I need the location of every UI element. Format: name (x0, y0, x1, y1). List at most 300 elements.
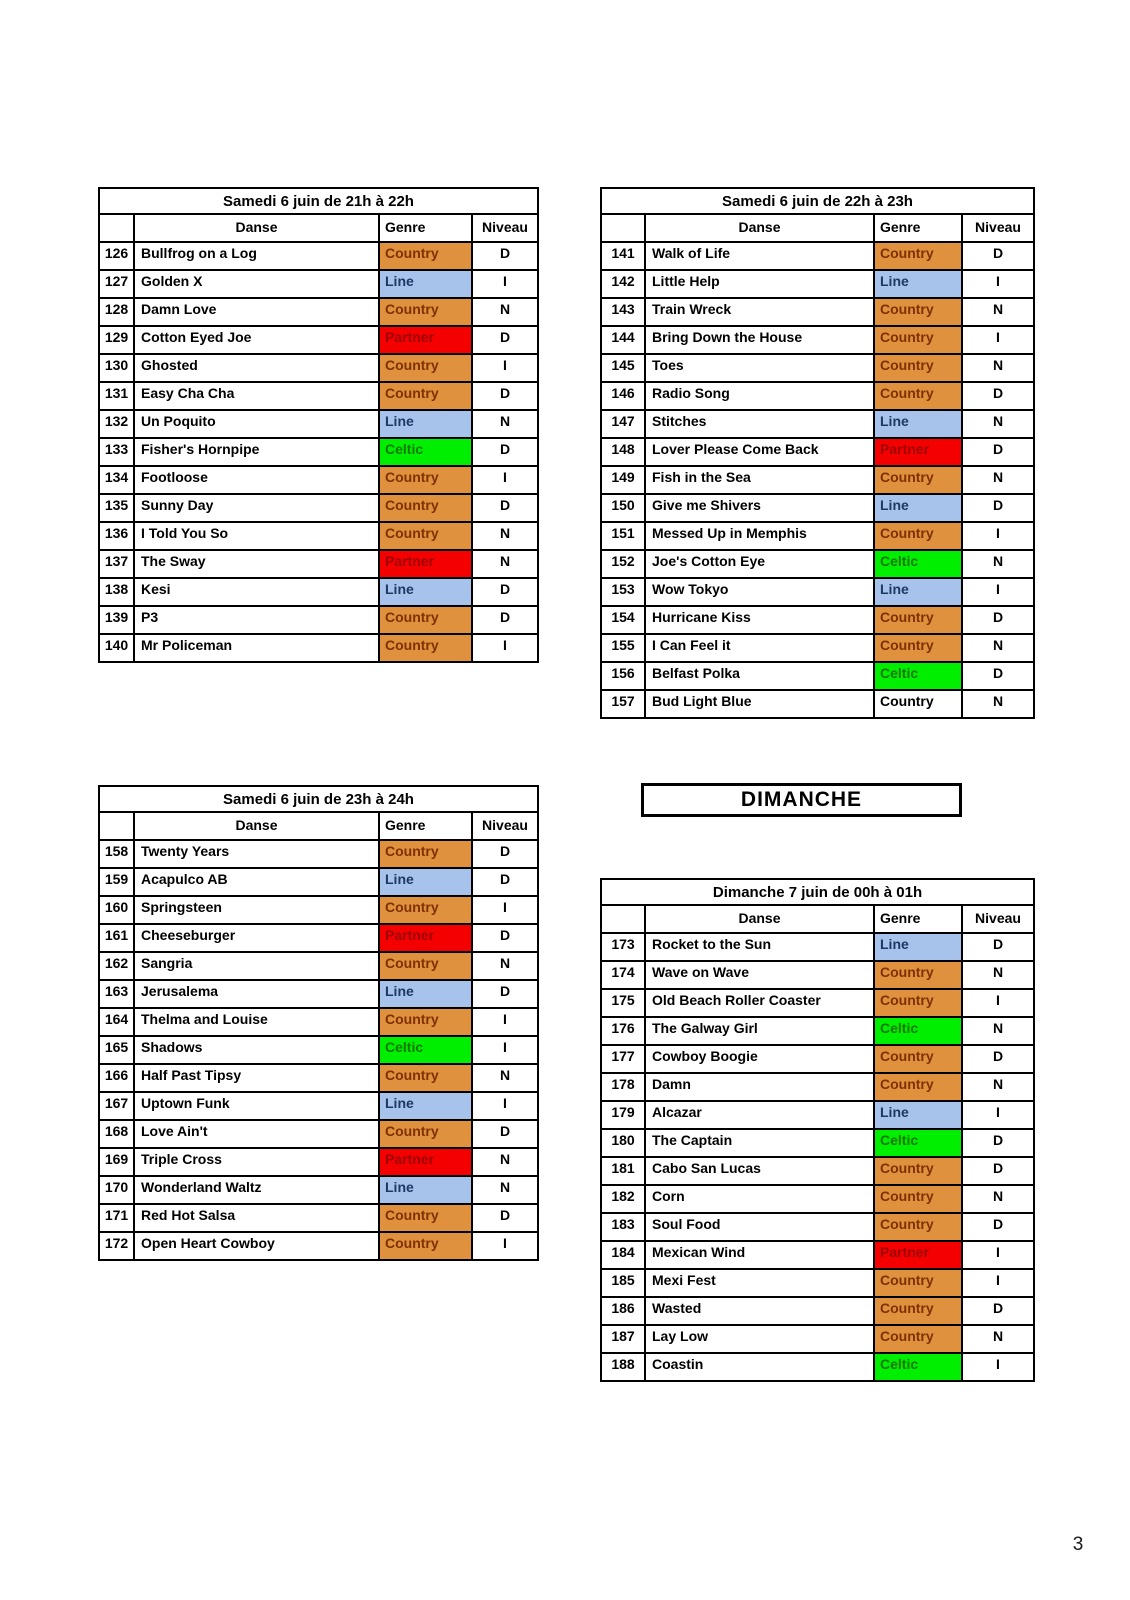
table-title-row (601, 879, 1034, 905)
genre-cell: Country (874, 242, 962, 270)
table-row (601, 242, 1034, 270)
table-row (601, 326, 1034, 354)
niveau-cell: N (962, 410, 1034, 438)
header-genre: Genre (874, 905, 962, 933)
genre-cell: Country (379, 896, 472, 924)
genre-cell: Country (379, 606, 472, 634)
niveau-cell: D (962, 1297, 1034, 1325)
danse-cell: Rocket to the Sun (645, 933, 874, 961)
danse-cell: Jerusalema (134, 980, 379, 1008)
danse-cell: Little Help (645, 270, 874, 298)
row-number-cell: 172 (99, 1232, 134, 1260)
table-row (99, 1008, 538, 1036)
table-row (601, 522, 1034, 550)
genre-cell: Country (874, 522, 962, 550)
row-number-cell: 146 (601, 382, 645, 410)
danse-cell: Fish in the Sea (645, 466, 874, 494)
danse-cell: Wave on Wave (645, 961, 874, 989)
genre-cell: Celtic (874, 1017, 962, 1045)
row-number-cell: 177 (601, 1045, 645, 1073)
table-row (601, 1045, 1034, 1073)
table-row (99, 952, 538, 980)
genre-cell: Country (379, 382, 472, 410)
header-blank (99, 812, 134, 840)
table-header-row (99, 812, 538, 840)
table-title-row (99, 188, 538, 214)
row-number-cell: 170 (99, 1176, 134, 1204)
row-number-cell: 140 (99, 634, 134, 662)
row-number-cell: 178 (601, 1073, 645, 1101)
genre-cell: Country (874, 606, 962, 634)
danse-cell: Wow Tokyo (645, 578, 874, 606)
row-number-cell: 162 (99, 952, 134, 980)
genre-cell: Country (379, 840, 472, 868)
genre-cell: Country (874, 1213, 962, 1241)
danse-cell: Damn Love (134, 298, 379, 326)
table-row (601, 1241, 1034, 1269)
table-row (601, 690, 1034, 718)
row-number-cell: 159 (99, 868, 134, 896)
table-row (601, 298, 1034, 326)
row-number-cell: 173 (601, 933, 645, 961)
niveau-cell: N (472, 1176, 538, 1204)
table-body (99, 840, 538, 1260)
danse-cell: Train Wreck (645, 298, 874, 326)
niveau-cell: N (962, 690, 1034, 718)
genre-cell: Country (874, 989, 962, 1017)
genre-cell: Line (874, 578, 962, 606)
table-title: Samedi 6 juin de 21h à 22h (99, 188, 538, 214)
table-row (601, 662, 1034, 690)
danse-cell: Kesi (134, 578, 379, 606)
row-number-cell: 132 (99, 410, 134, 438)
table-row (601, 270, 1034, 298)
danse-cell: Triple Cross (134, 1148, 379, 1176)
danse-cell: Cabo San Lucas (645, 1157, 874, 1185)
table-header-row (601, 905, 1034, 933)
genre-cell: Country (874, 1045, 962, 1073)
table-row (99, 980, 538, 1008)
niveau-cell: N (962, 1325, 1034, 1353)
danse-cell: Toes (645, 354, 874, 382)
genre-cell: Country (379, 952, 472, 980)
danse-cell: I Can Feel it (645, 634, 874, 662)
niveau-cell: I (962, 326, 1034, 354)
header-danse: Danse (134, 812, 379, 840)
danse-cell: Alcazar (645, 1101, 874, 1129)
row-number-cell: 180 (601, 1129, 645, 1157)
niveau-cell: I (962, 989, 1034, 1017)
table-title: Dimanche 7 juin de 00h à 01h (601, 879, 1034, 905)
genre-cell: Country (379, 522, 472, 550)
table-row (601, 354, 1034, 382)
table-row (99, 466, 538, 494)
danse-cell: Golden X (134, 270, 379, 298)
header-niveau: Niveau (962, 214, 1034, 242)
header-danse: Danse (645, 905, 874, 933)
row-number-cell: 128 (99, 298, 134, 326)
danse-cell: Wasted (645, 1297, 874, 1325)
row-number-cell: 183 (601, 1213, 645, 1241)
table-row (601, 989, 1034, 1017)
niveau-cell: I (962, 1353, 1034, 1381)
niveau-cell: I (472, 466, 538, 494)
niveau-cell: D (472, 840, 538, 868)
niveau-cell: I (472, 354, 538, 382)
genre-cell: Country (874, 382, 962, 410)
danse-cell: Give me Shivers (645, 494, 874, 522)
niveau-cell: D (472, 1204, 538, 1232)
row-number-cell: 130 (99, 354, 134, 382)
schedule-table-samedi-23h-24h (98, 785, 539, 1261)
table-body (601, 933, 1034, 1381)
schedule-table-dimanche-00h-01h (600, 878, 1035, 1382)
genre-cell: Partner (379, 1148, 472, 1176)
genre-cell: Country (379, 298, 472, 326)
table-row (99, 354, 538, 382)
genre-cell: Country (379, 466, 472, 494)
row-number-cell: 134 (99, 466, 134, 494)
danse-cell: Sunny Day (134, 494, 379, 522)
danse-cell: Cheeseburger (134, 924, 379, 952)
niveau-cell: D (962, 1129, 1034, 1157)
niveau-cell: I (472, 634, 538, 662)
danse-cell: Walk of Life (645, 242, 874, 270)
danse-cell: Lay Low (645, 1325, 874, 1353)
danse-cell: Mexican Wind (645, 1241, 874, 1269)
niveau-cell: D (472, 494, 538, 522)
niveau-cell: D (962, 242, 1034, 270)
dimanche-banner: DIMANCHE (641, 783, 962, 817)
genre-cell: Country (379, 1064, 472, 1092)
table-row (601, 1073, 1034, 1101)
genre-cell: Partner (379, 550, 472, 578)
danse-cell: Twenty Years (134, 840, 379, 868)
table-row (601, 578, 1034, 606)
table-body (601, 242, 1034, 718)
genre-cell: Country (379, 1232, 472, 1260)
row-number-cell: 156 (601, 662, 645, 690)
row-number-cell: 181 (601, 1157, 645, 1185)
genre-cell: Partner (874, 438, 962, 466)
niveau-cell: I (472, 1036, 538, 1064)
danse-cell: Corn (645, 1185, 874, 1213)
niveau-cell: D (962, 662, 1034, 690)
table-row (99, 522, 538, 550)
danse-cell: Cowboy Boogie (645, 1045, 874, 1073)
row-number-cell: 137 (99, 550, 134, 578)
genre-cell: Country (874, 1325, 962, 1353)
genre-cell: Country (874, 634, 962, 662)
header-danse: Danse (134, 214, 379, 242)
niveau-cell: D (472, 924, 538, 952)
row-number-cell: 131 (99, 382, 134, 410)
header-genre: Genre (874, 214, 962, 242)
row-number-cell: 152 (601, 550, 645, 578)
table-row (601, 1129, 1034, 1157)
table-row (601, 1017, 1034, 1045)
schedule-table-samedi-22h-23h (600, 187, 1035, 719)
danse-cell: The Galway Girl (645, 1017, 874, 1045)
table-row (99, 270, 538, 298)
row-number-cell: 165 (99, 1036, 134, 1064)
danse-cell: Shadows (134, 1036, 379, 1064)
table-row (99, 494, 538, 522)
danse-cell: Fisher's Hornpipe (134, 438, 379, 466)
row-number-cell: 142 (601, 270, 645, 298)
danse-cell: Bud Light Blue (645, 690, 874, 718)
table-row (601, 1353, 1034, 1381)
danse-cell: P3 (134, 606, 379, 634)
row-number-cell: 143 (601, 298, 645, 326)
niveau-cell: N (472, 1148, 538, 1176)
header-danse: Danse (645, 214, 874, 242)
header-niveau: Niveau (472, 214, 538, 242)
danse-cell: Cotton Eyed Joe (134, 326, 379, 354)
niveau-cell: I (962, 1269, 1034, 1297)
table-row (99, 868, 538, 896)
row-number-cell: 169 (99, 1148, 134, 1176)
niveau-cell: D (962, 933, 1034, 961)
row-number-cell: 175 (601, 989, 645, 1017)
genre-cell: Line (379, 1176, 472, 1204)
niveau-cell: D (962, 438, 1034, 466)
genre-cell: Country (379, 242, 472, 270)
genre-cell: Country (874, 961, 962, 989)
niveau-cell: I (472, 896, 538, 924)
table-row (601, 1297, 1034, 1325)
danse-cell: Radio Song (645, 382, 874, 410)
header-genre: Genre (379, 812, 472, 840)
niveau-cell: N (962, 1185, 1034, 1213)
niveau-cell: D (472, 868, 538, 896)
table-row (99, 382, 538, 410)
genre-cell: Partner (379, 326, 472, 354)
table-header-row (601, 214, 1034, 242)
row-number-cell: 126 (99, 242, 134, 270)
danse-cell: Springsteen (134, 896, 379, 924)
table-row (601, 410, 1034, 438)
table-row (99, 410, 538, 438)
row-number-cell: 127 (99, 270, 134, 298)
table-row (601, 494, 1034, 522)
danse-cell: Bring Down the House (645, 326, 874, 354)
niveau-cell: N (962, 466, 1034, 494)
genre-cell: Line (379, 868, 472, 896)
niveau-cell: I (962, 578, 1034, 606)
genre-cell: Line (379, 270, 472, 298)
genre-cell: Line (379, 1092, 472, 1120)
genre-cell: Line (874, 494, 962, 522)
danse-cell: Coastin (645, 1353, 874, 1381)
niveau-cell: N (962, 961, 1034, 989)
header-blank (99, 214, 134, 242)
genre-cell: Country (874, 1297, 962, 1325)
genre-cell: Partner (874, 1241, 962, 1269)
row-number-cell: 153 (601, 578, 645, 606)
danse-cell: Bullfrog on a Log (134, 242, 379, 270)
row-number-cell: 182 (601, 1185, 645, 1213)
table-row (99, 606, 538, 634)
table-row (99, 242, 538, 270)
danse-cell: The Captain (645, 1129, 874, 1157)
row-number-cell: 176 (601, 1017, 645, 1045)
danse-cell: Hurricane Kiss (645, 606, 874, 634)
table-row (99, 840, 538, 868)
genre-cell: Country (874, 466, 962, 494)
table-row (99, 634, 538, 662)
danse-cell: Love Ain't (134, 1120, 379, 1148)
table-row (99, 326, 538, 354)
genre-cell: Country (379, 634, 472, 662)
row-number-cell: 148 (601, 438, 645, 466)
genre-cell: Partner (379, 924, 472, 952)
table-header-row (99, 214, 538, 242)
niveau-cell: D (472, 326, 538, 354)
niveau-cell: N (962, 298, 1034, 326)
row-number-cell: 150 (601, 494, 645, 522)
page-number: 3 (1072, 1534, 1084, 1555)
danse-cell: Wonderland Waltz (134, 1176, 379, 1204)
danse-cell: Red Hot Salsa (134, 1204, 379, 1232)
danse-cell: Acapulco AB (134, 868, 379, 896)
table-row (601, 550, 1034, 578)
row-number-cell: 135 (99, 494, 134, 522)
genre-cell: Celtic (874, 662, 962, 690)
row-number-cell: 174 (601, 961, 645, 989)
row-number-cell: 136 (99, 522, 134, 550)
table-row (99, 1092, 538, 1120)
row-number-cell: 160 (99, 896, 134, 924)
row-number-cell: 139 (99, 606, 134, 634)
table-row (601, 606, 1034, 634)
row-number-cell: 149 (601, 466, 645, 494)
table-row (601, 1325, 1034, 1353)
row-number-cell: 179 (601, 1101, 645, 1129)
table-row (99, 896, 538, 924)
table-row (99, 298, 538, 326)
niveau-cell: D (472, 980, 538, 1008)
genre-cell: Country (874, 354, 962, 382)
niveau-cell: I (962, 522, 1034, 550)
table-row (99, 438, 538, 466)
table-title-row (601, 188, 1034, 214)
niveau-cell: N (472, 410, 538, 438)
header-niveau: Niveau (472, 812, 538, 840)
genre-cell: Country (379, 354, 472, 382)
niveau-cell: N (962, 1073, 1034, 1101)
genre-cell: Country (379, 1120, 472, 1148)
genre-cell: Line (379, 980, 472, 1008)
danse-cell: Joe's Cotton Eye (645, 550, 874, 578)
niveau-cell: D (472, 242, 538, 270)
danse-cell: Uptown Funk (134, 1092, 379, 1120)
row-number-cell: 168 (99, 1120, 134, 1148)
genre-cell: Country (874, 1185, 962, 1213)
niveau-cell: I (472, 1232, 538, 1260)
row-number-cell: 144 (601, 326, 645, 354)
genre-cell: Line (874, 270, 962, 298)
schedule-table-samedi-21h-22h (98, 187, 539, 663)
row-number-cell: 145 (601, 354, 645, 382)
row-number-cell: 161 (99, 924, 134, 952)
header-blank (601, 905, 645, 933)
table-row (601, 961, 1034, 989)
genre-cell: Line (874, 410, 962, 438)
table-title: Samedi 6 juin de 22h à 23h (601, 188, 1034, 214)
row-number-cell: 184 (601, 1241, 645, 1269)
row-number-cell: 167 (99, 1092, 134, 1120)
header-niveau: Niveau (962, 905, 1034, 933)
niveau-cell: D (962, 494, 1034, 522)
row-number-cell: 171 (99, 1204, 134, 1232)
table-row (601, 1269, 1034, 1297)
danse-cell: I Told You So (134, 522, 379, 550)
genre-cell: Country (874, 1073, 962, 1101)
table-row (601, 1157, 1034, 1185)
niveau-cell: I (962, 270, 1034, 298)
niveau-cell: D (962, 382, 1034, 410)
table-row (99, 1204, 538, 1232)
niveau-cell: N (472, 522, 538, 550)
table-row (99, 924, 538, 952)
danse-cell: Mr Policeman (134, 634, 379, 662)
niveau-cell: D (962, 606, 1034, 634)
danse-cell: Stitches (645, 410, 874, 438)
row-number-cell: 185 (601, 1269, 645, 1297)
danse-cell: Easy Cha Cha (134, 382, 379, 410)
row-number-cell: 157 (601, 690, 645, 718)
header-genre: Genre (379, 214, 472, 242)
danse-cell: Mexi Fest (645, 1269, 874, 1297)
row-number-cell: 129 (99, 326, 134, 354)
danse-cell: Un Poquito (134, 410, 379, 438)
niveau-cell: D (472, 382, 538, 410)
niveau-cell: I (472, 1008, 538, 1036)
table-row (99, 578, 538, 606)
niveau-cell: D (962, 1045, 1034, 1073)
genre-cell: Celtic (379, 1036, 472, 1064)
table-row (99, 550, 538, 578)
niveau-cell: I (962, 1101, 1034, 1129)
niveau-cell: N (962, 550, 1034, 578)
table-row (99, 1148, 538, 1176)
genre-cell: Country (874, 298, 962, 326)
row-number-cell: 141 (601, 242, 645, 270)
table-row (601, 382, 1034, 410)
genre-cell: Country (874, 1269, 962, 1297)
genre-cell: Line (874, 1101, 962, 1129)
danse-cell: Open Heart Cowboy (134, 1232, 379, 1260)
niveau-cell: D (472, 606, 538, 634)
table-row (601, 1185, 1034, 1213)
danse-cell: The Sway (134, 550, 379, 578)
row-number-cell: 186 (601, 1297, 645, 1325)
table-row (99, 1176, 538, 1204)
niveau-cell: D (472, 578, 538, 606)
header-blank (601, 214, 645, 242)
row-number-cell: 163 (99, 980, 134, 1008)
genre-cell: Celtic (874, 550, 962, 578)
niveau-cell: N (962, 1017, 1034, 1045)
genre-cell: Celtic (874, 1129, 962, 1157)
table-body (99, 242, 538, 662)
danse-cell: Belfast Polka (645, 662, 874, 690)
danse-cell: Half Past Tipsy (134, 1064, 379, 1092)
table-row (601, 1101, 1034, 1129)
genre-cell: Line (874, 933, 962, 961)
table-row (601, 634, 1034, 662)
